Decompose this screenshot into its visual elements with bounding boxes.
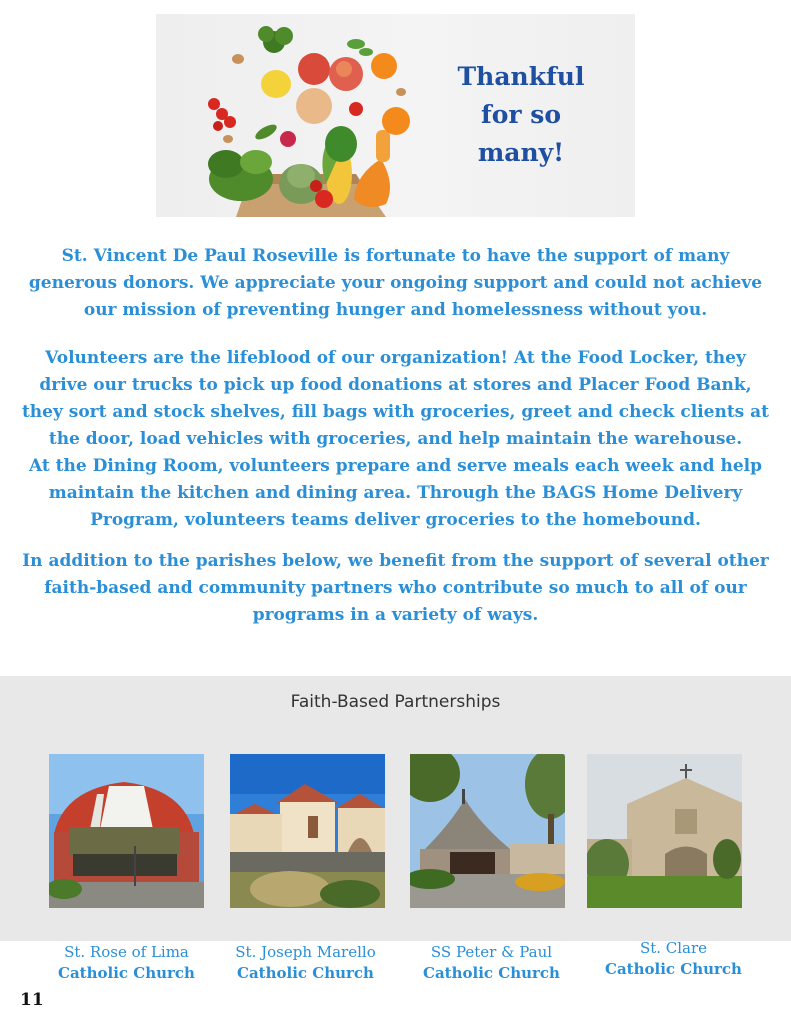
volunteers-text-dining-room: At the Dining Room, volunteers prepare and serve meals each week and help maintain the kitchen and dining area. Through the BAGS Home Delivery Program, volunteers teams deliver groceries to the homebound.	[28, 456, 763, 530]
groceries-illustration	[156, 14, 436, 217]
church-caption	[218, 942, 393, 984]
church-name: St. Clare	[639, 939, 708, 957]
partners-paragraph: In addition to the parishes below, we benefit from the support of several other faith-based and community partners who contribute so much to all of our programs in a variety of ways.	[22, 551, 769, 625]
church-type: Catholic Church	[423, 964, 560, 982]
ss-peter-and-paul-photo	[410, 754, 565, 908]
church-caption	[39, 942, 214, 984]
st-clare-photo	[587, 754, 742, 908]
church-type: Catholic Church	[58, 964, 195, 982]
hero-title-line: many!	[477, 138, 565, 167]
partnerships-title: Faith-Based Partnerships	[290, 692, 501, 712]
hero-banner	[156, 14, 635, 217]
hero-title-line: Thankful	[457, 62, 585, 91]
st-joseph-marello-photo	[230, 754, 385, 908]
volunteers-paragraph	[20, 345, 771, 534]
church-caption	[404, 942, 579, 984]
church-type: Catholic Church	[605, 960, 742, 978]
volunteers-text-food-locker: Volunteers are the lifeblood of our organization! At the Food Locker, they drive our trucks to pick up food donations at stores and Placer Food Bank, they sort and stock shelves, fill bags with groceries, greet and check clients at the door, load vehicles with groceries, and help maintain the warehouse.	[21, 348, 770, 449]
page-number: 11	[20, 990, 44, 1010]
church-name: St. Rose of Lima	[64, 943, 189, 961]
church-name: SS Peter & Paul	[430, 943, 553, 961]
church-caption	[586, 938, 761, 980]
st-rose-of-lima-photo	[49, 754, 204, 908]
church-name: St. Joseph Marello	[235, 943, 376, 961]
hero-title-line: for so	[480, 100, 562, 129]
hero-title	[426, 58, 616, 172]
donors-paragraph: St. Vincent De Paul Roseville is fortunate to have the support of many generous donors. We appreciate your ongoing support and could not achieve our mission of preventing hunger and homelessness without you.	[28, 246, 763, 320]
church-type: Catholic Church	[237, 964, 374, 982]
